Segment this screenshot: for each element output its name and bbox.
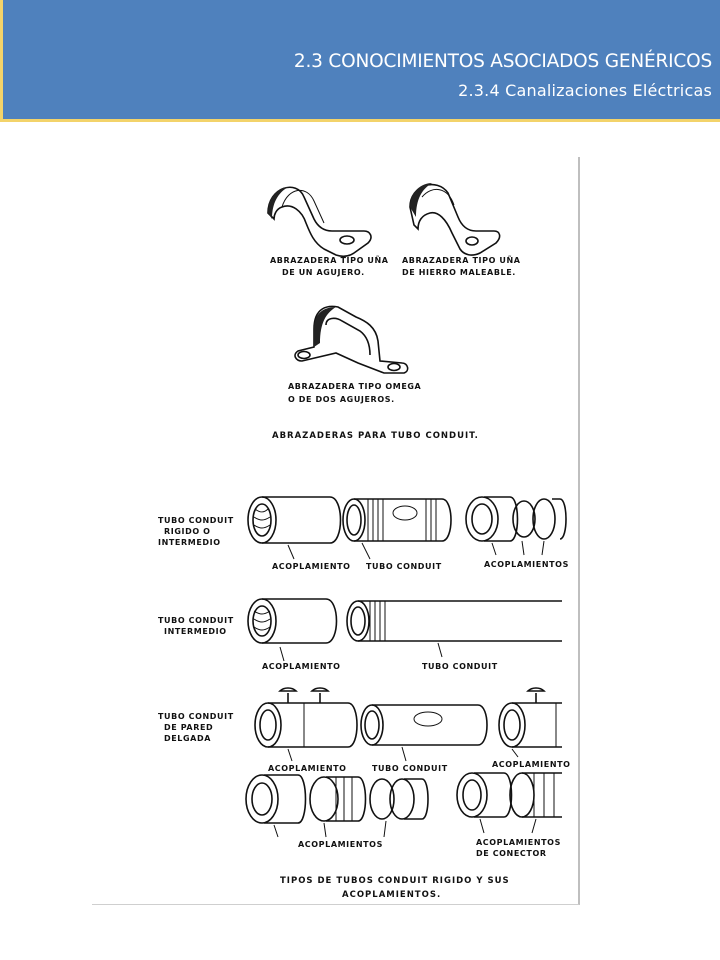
rigid-couplings-set-drawing — [466, 497, 566, 541]
row1-side3: INTERMEDIO — [158, 538, 221, 547]
clamp1-line1: ABRAZADERA TIPO UÑA — [270, 256, 389, 265]
row4-label1: ACOPLAMIENTOS — [298, 840, 383, 849]
row3-side3: DELGADA — [164, 734, 211, 743]
rigid-coupling-drawing — [248, 497, 341, 543]
row3-side1: TUBO CONDUIT — [158, 712, 234, 721]
row1-side2: RIGIDO O — [164, 527, 211, 536]
row4-label2-line1: ACOPLAMIENTOS — [476, 838, 561, 847]
section-subtitle: 2.3.4 Canalizaciones Eléctricas — [458, 81, 712, 100]
row2-side1: TUBO CONDUIT — [158, 616, 234, 625]
conduit-drawing — [92, 157, 578, 904]
row1-label3: ACOPLAMIENTOS — [484, 560, 569, 569]
row1-label2: TUBO CONDUIT — [366, 562, 442, 571]
conduit-illustration — [92, 157, 580, 905]
rigid-tube-drawing — [343, 499, 451, 541]
row3-side2: DE PARED — [164, 723, 214, 732]
figure-caption-line1: TIPOS DE TUBOS CONDUIT RIGIDO Y SUS — [280, 876, 510, 886]
section-title: 2.3 CONOCIMIENTOS ASOCIADOS GENÉRICOS — [293, 51, 712, 72]
row2-label2: TUBO CONDUIT — [422, 662, 498, 671]
thinwall-tube-drawing — [361, 705, 487, 745]
clamp3-line2: O DE DOS AGUJEROS. — [288, 395, 395, 404]
row1-side1: TUBO CONDUIT — [158, 516, 234, 525]
row1-label1: ACOPLAMIENTO — [272, 562, 351, 571]
thinwall-couplings-set-drawing — [246, 775, 428, 823]
clamp3-line1: ABRAZADERA TIPO OMEGA — [288, 382, 422, 391]
clamp1-line2: DE UN AGUJERO. — [282, 268, 365, 277]
row2-side2: INTERMEDIO — [164, 627, 227, 636]
thinwall-coupling-drawing — [255, 688, 357, 747]
intermediate-coupling-drawing — [248, 599, 337, 643]
intermediate-tube-drawing — [347, 601, 562, 641]
clamp2-line1: ABRAZADERA TIPO UÑA — [402, 256, 521, 265]
row4-label2-line2: DE CONECTOR — [476, 849, 547, 858]
row3-label1: ACOPLAMIENTO — [268, 764, 347, 773]
clamp2-line2: DE HIERRO MALEABLE. — [402, 268, 516, 277]
connector-couplings-drawing — [457, 773, 562, 817]
row3-label2: TUBO CONDUIT — [372, 764, 448, 773]
clamps-caption: ABRAZADERAS PARA TUBO CONDUIT. — [272, 431, 479, 441]
omega-clamp-drawing — [295, 306, 408, 373]
one-hole-clamp-drawing — [268, 187, 371, 256]
thinwall-coupling2-drawing — [499, 688, 562, 747]
row2-label1: ACOPLAMIENTO — [262, 662, 341, 671]
header-band — [0, 0, 720, 122]
malleable-clamp-drawing — [410, 183, 500, 255]
figure-caption-line2: ACOPLAMIENTOS. — [342, 890, 442, 900]
row3-label3: ACOPLAMIENTO — [492, 760, 571, 769]
